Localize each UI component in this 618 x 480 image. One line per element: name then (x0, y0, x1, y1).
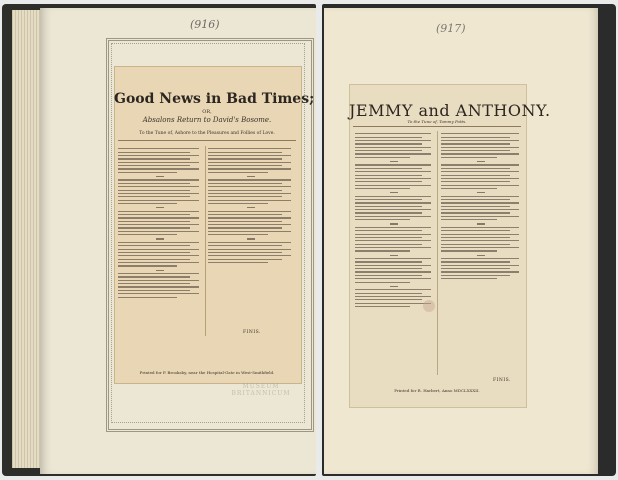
left-ballad-tune: To the Tune of, Ashore to the Pleasures and Follies of Love. (139, 131, 275, 136)
left-finis: FINIS. (243, 330, 261, 335)
left-page-edges (12, 10, 42, 468)
left-ballad-title: Good News in Bad Times; (114, 91, 315, 107)
left-page-number: (916) (190, 18, 220, 31)
right-imprint: Printed for R. Harbert, Anno MDCLXXXII. (394, 388, 480, 393)
right-ballad-column-2 (441, 131, 521, 377)
right-library-stamp (423, 300, 435, 312)
left-ballad-or: OR, (202, 109, 212, 115)
left-library-stamp: MUSEUM BRITANNICUM (231, 383, 291, 397)
right-page-number: (917) (436, 22, 466, 35)
left-ballad-column-2 (208, 146, 294, 326)
right-ballad-title: JEMMY and ANTHONY. (349, 101, 551, 120)
left-column-divider (205, 146, 206, 336)
right-ballad-tune: To the Tune of, Tommy Potts. (407, 119, 467, 124)
left-imprint: Printed for P. Brooksby, near the Hospital-Gate in West-Smithfield. (139, 370, 275, 375)
right-finis: FINIS. (493, 378, 511, 383)
left-divider-rule (118, 140, 296, 141)
left-ballad-subtitle: Absalons Return to David's Bosome. (142, 116, 272, 124)
right-divider-rule (353, 126, 521, 127)
left-ballad-column-1 (118, 146, 202, 366)
right-ballad-column-1 (355, 131, 433, 377)
right-column-divider (437, 131, 438, 375)
